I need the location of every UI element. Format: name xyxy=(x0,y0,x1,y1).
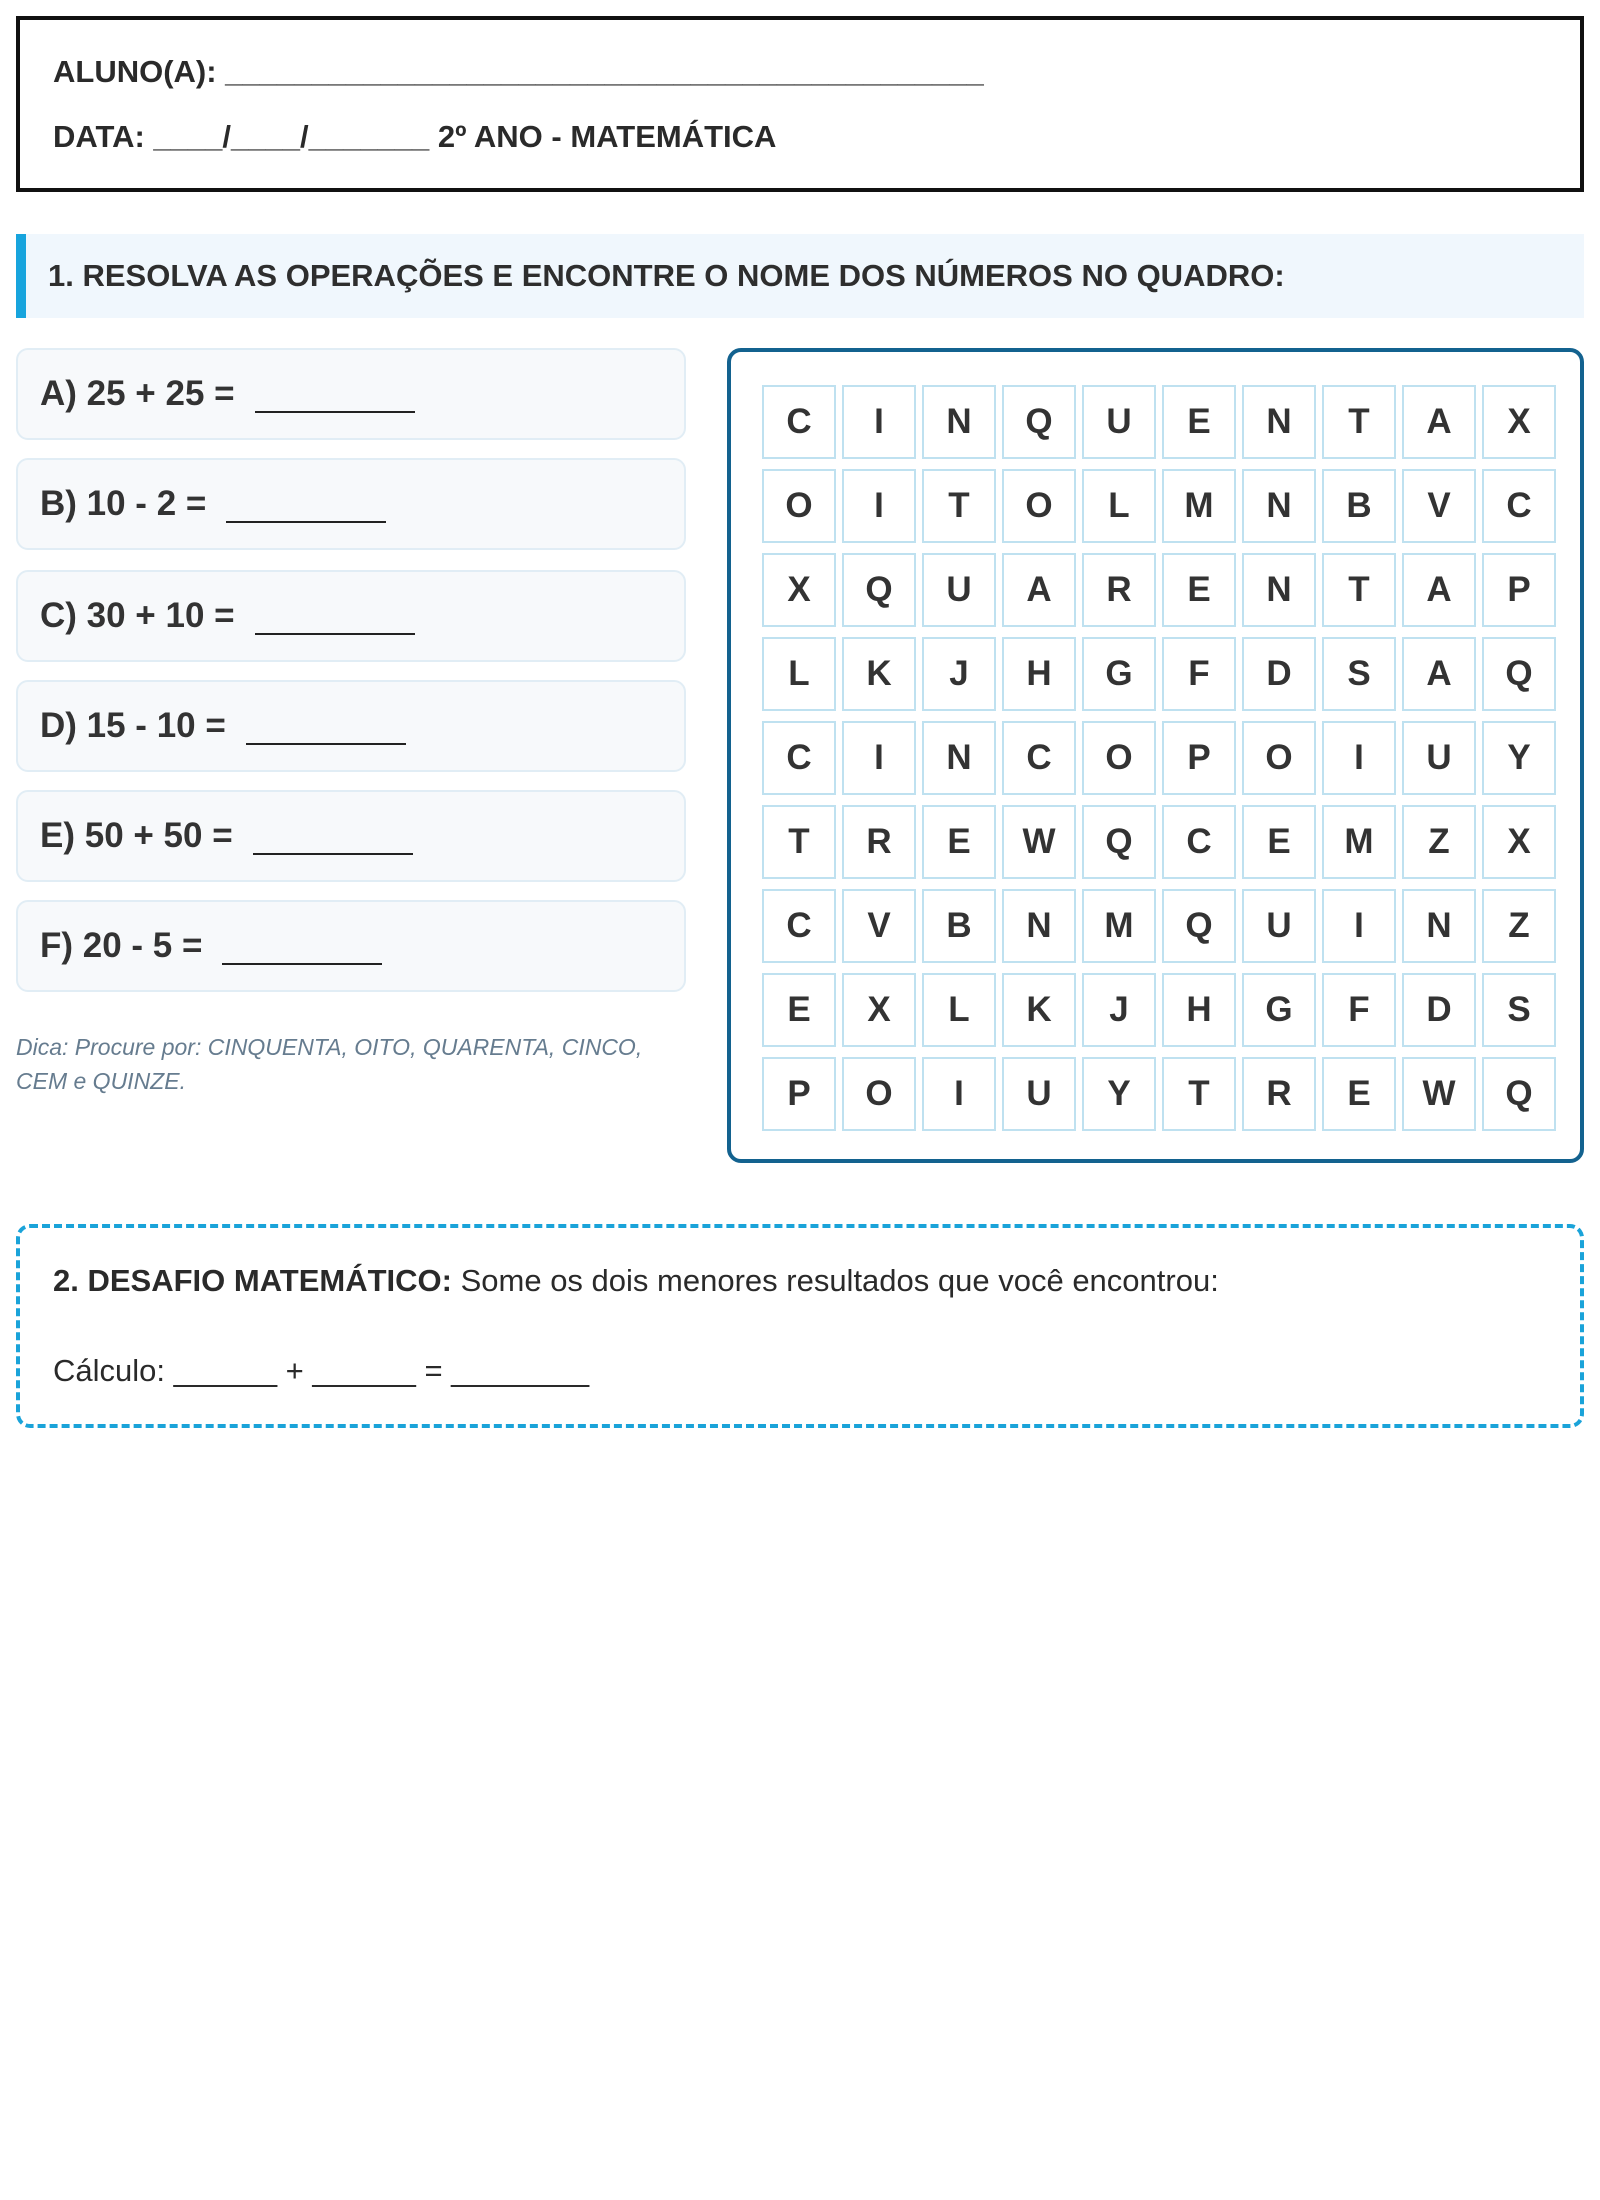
word-search-grid xyxy=(762,385,1556,1131)
letter-cell[interactable]: T xyxy=(1322,385,1396,459)
letter-cell[interactable]: M xyxy=(1162,469,1236,543)
letter-cell[interactable]: C xyxy=(1162,805,1236,879)
letter-cell[interactable]: J xyxy=(1082,973,1156,1047)
section-1-title: 1. RESOLVA AS OPERAÇÕES E ENCONTRE O NOME DOS NÚMEROS NO QUADRO: xyxy=(16,234,1584,318)
letter-cell[interactable]: R xyxy=(1082,553,1156,627)
letter-cell[interactable]: N xyxy=(1242,385,1316,459)
letter-cell[interactable]: N xyxy=(922,721,996,795)
letter-cell[interactable]: H xyxy=(1162,973,1236,1047)
letter-cell[interactable]: M xyxy=(1082,889,1156,963)
answer-blank[interactable] xyxy=(226,485,386,523)
operation-card xyxy=(16,900,686,992)
operation-card xyxy=(16,458,686,550)
letter-cell[interactable]: F xyxy=(1162,637,1236,711)
letter-cell[interactable]: D xyxy=(1242,637,1316,711)
letter-cell[interactable]: G xyxy=(1242,973,1316,1047)
letter-cell[interactable]: A xyxy=(1402,637,1476,711)
challenge-box xyxy=(16,1224,1584,1428)
letter-cell[interactable]: L xyxy=(922,973,996,1047)
letter-cell[interactable]: S xyxy=(1322,637,1396,711)
letter-cell[interactable]: Q xyxy=(1002,385,1076,459)
calculation-line[interactable]: Cálculo: ______ + ______ = ________ xyxy=(53,1353,590,1388)
letter-cell[interactable]: U xyxy=(1242,889,1316,963)
letter-cell[interactable]: D xyxy=(1402,973,1476,1047)
letter-cell[interactable]: E xyxy=(762,973,836,1047)
letter-cell[interactable]: C xyxy=(762,889,836,963)
operation-label: C) 30 + 10 = xyxy=(40,596,235,635)
letter-cell[interactable]: W xyxy=(1402,1057,1476,1131)
letter-cell[interactable]: P xyxy=(1482,553,1556,627)
letter-cell[interactable]: U xyxy=(922,553,996,627)
answer-blank[interactable] xyxy=(246,707,406,745)
student-info-box xyxy=(16,16,1584,192)
letter-cell[interactable]: P xyxy=(762,1057,836,1131)
letter-cell[interactable]: G xyxy=(1082,637,1156,711)
letter-cell[interactable]: A xyxy=(1402,385,1476,459)
letter-cell[interactable]: A xyxy=(1002,553,1076,627)
date-grade-line[interactable]: DATA: ____/____/_______ 2º ANO - MATEMÁTICA xyxy=(53,119,777,154)
answer-blank[interactable] xyxy=(253,817,413,855)
letter-cell[interactable]: E xyxy=(1162,385,1236,459)
letter-cell[interactable]: Z xyxy=(1402,805,1476,879)
letter-cell[interactable]: N xyxy=(922,385,996,459)
operation-label: E) 50 + 50 = xyxy=(40,816,233,855)
word-search-box xyxy=(727,348,1584,1163)
letter-cell[interactable]: S xyxy=(1482,973,1556,1047)
letter-cell[interactable]: X xyxy=(1482,805,1556,879)
operation-card xyxy=(16,680,686,772)
hint-text: Dica: Procure por: CINQUENTA, OITO, QUARENTA, CINCO, CEM e QUINZE. xyxy=(16,1034,643,1094)
letter-cell[interactable]: Q xyxy=(1482,637,1556,711)
letter-cell[interactable]: Y xyxy=(1082,1057,1156,1131)
student-name-line[interactable]: ALUNO(A): ____________________________________________ xyxy=(53,54,984,89)
letter-cell[interactable]: N xyxy=(1002,889,1076,963)
letter-cell[interactable]: N xyxy=(1242,469,1316,543)
letter-cell[interactable]: U xyxy=(1082,385,1156,459)
answer-blank[interactable] xyxy=(255,597,415,635)
letter-cell[interactable]: B xyxy=(1322,469,1396,543)
letter-cell[interactable]: I xyxy=(842,469,916,543)
letter-cell[interactable]: I xyxy=(1322,889,1396,963)
letter-cell[interactable]: C xyxy=(1482,469,1556,543)
letter-cell[interactable]: V xyxy=(1402,469,1476,543)
letter-cell[interactable]: E xyxy=(922,805,996,879)
letter-cell[interactable]: R xyxy=(1242,1057,1316,1131)
letter-cell[interactable]: Q xyxy=(1162,889,1236,963)
operation-label: F) 20 - 5 = xyxy=(40,926,203,965)
letter-cell[interactable]: U xyxy=(1402,721,1476,795)
operation-card xyxy=(16,790,686,882)
letter-cell[interactable]: I xyxy=(842,721,916,795)
challenge-text: Some os dois menores resultados que você encontrou: xyxy=(451,1263,1219,1298)
letter-cell[interactable]: Q xyxy=(842,553,916,627)
letter-cell[interactable]: T xyxy=(762,805,836,879)
letter-cell[interactable]: I xyxy=(842,385,916,459)
letter-cell[interactable]: N xyxy=(1402,889,1476,963)
letter-cell[interactable]: C xyxy=(762,721,836,795)
letter-cell[interactable]: M xyxy=(1322,805,1396,879)
operation-card xyxy=(16,348,686,440)
challenge-title: 2. DESAFIO MATEMÁTICO: xyxy=(53,1263,452,1298)
letter-cell[interactable]: Q xyxy=(1082,805,1156,879)
operation-label: A) 25 + 25 = xyxy=(40,374,235,413)
answer-blank[interactable] xyxy=(255,375,415,413)
letter-cell[interactable]: K xyxy=(842,637,916,711)
letter-cell[interactable]: F xyxy=(1322,973,1396,1047)
letter-cell[interactable]: O xyxy=(1082,721,1156,795)
letter-cell[interactable]: X xyxy=(762,553,836,627)
letter-cell[interactable]: Y xyxy=(1482,721,1556,795)
letter-cell[interactable]: R xyxy=(842,805,916,879)
letter-cell[interactable]: O xyxy=(842,1057,916,1131)
operation-label: B) 10 - 2 = xyxy=(40,484,207,523)
letter-cell[interactable]: N xyxy=(1242,553,1316,627)
letter-cell[interactable]: T xyxy=(1322,553,1396,627)
letter-cell[interactable]: L xyxy=(1082,469,1156,543)
letter-cell[interactable]: C xyxy=(762,385,836,459)
letter-cell[interactable]: O xyxy=(762,469,836,543)
letter-cell[interactable]: I xyxy=(1322,721,1396,795)
letter-cell[interactable]: A xyxy=(1402,553,1476,627)
letter-cell[interactable]: U xyxy=(1002,1057,1076,1131)
letter-cell[interactable]: J xyxy=(922,637,996,711)
challenge-statement xyxy=(53,1263,1219,1299)
letter-cell[interactable]: E xyxy=(1162,553,1236,627)
answer-blank[interactable] xyxy=(222,927,382,965)
letter-cell[interactable]: L xyxy=(762,637,836,711)
operation-card xyxy=(16,570,686,662)
letter-cell[interactable]: E xyxy=(1242,805,1316,879)
letter-cell[interactable]: Q xyxy=(1482,1057,1556,1131)
letter-cell[interactable]: W xyxy=(1002,805,1076,879)
letter-cell[interactable]: V xyxy=(842,889,916,963)
letter-cell[interactable]: O xyxy=(1002,469,1076,543)
letter-cell[interactable]: K xyxy=(1002,973,1076,1047)
letter-cell[interactable]: H xyxy=(1002,637,1076,711)
letter-cell[interactable]: T xyxy=(922,469,996,543)
letter-cell[interactable]: X xyxy=(842,973,916,1047)
letter-cell[interactable]: C xyxy=(1002,721,1076,795)
letter-cell[interactable]: T xyxy=(1162,1057,1236,1131)
letter-cell[interactable]: P xyxy=(1162,721,1236,795)
letter-cell[interactable]: B xyxy=(922,889,996,963)
letter-cell[interactable]: X xyxy=(1482,385,1556,459)
operation-label: D) 15 - 10 = xyxy=(40,706,226,745)
letter-cell[interactable]: O xyxy=(1242,721,1316,795)
letter-cell[interactable]: E xyxy=(1322,1057,1396,1131)
letter-cell[interactable]: I xyxy=(922,1057,996,1131)
letter-cell[interactable]: Z xyxy=(1482,889,1556,963)
